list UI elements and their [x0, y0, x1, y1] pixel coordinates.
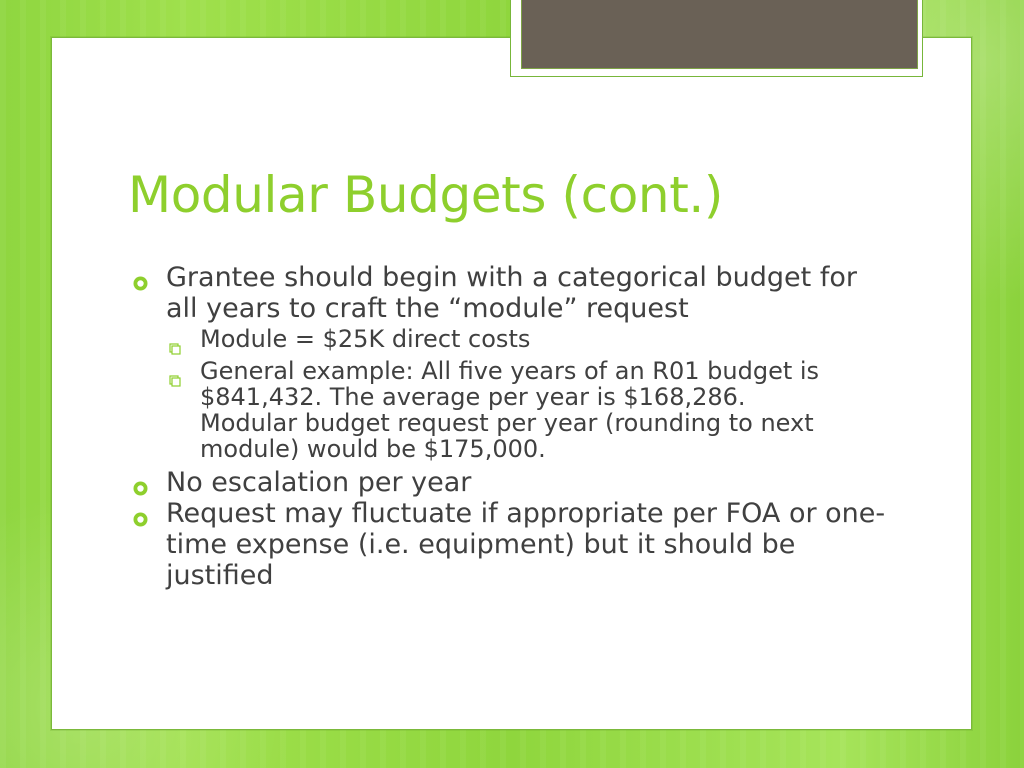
- bullet-text-1: Grantee should begin with a categorical budget for all years to craft the “module” request: [166, 262, 857, 324]
- top-tab-dark-block: [521, 0, 918, 69]
- sub-bullet-item-2: [166, 358, 850, 462]
- sub-bullet-item-1: [166, 325, 850, 353]
- bullet-text-2: No escalation per year: [166, 467, 472, 498]
- slide-title: Modular Budgets (cont.): [128, 166, 723, 224]
- square-bullet-icon: [169, 366, 181, 378]
- bullet-item-1: [132, 262, 892, 324]
- slide-content: [132, 262, 892, 591]
- circle-bullet-icon: [132, 268, 149, 285]
- sub-bullet-list: [166, 325, 892, 462]
- circle-bullet-icon: [132, 504, 149, 521]
- bullet-item-2: [132, 467, 892, 498]
- sub-bullet-text-2: General example: All five years of an R01 budget is $841,432. The average per year is $168,286. Modular budget request per year (rounding to next module) would be $175,000.: [200, 357, 820, 463]
- bullet-item-3: [132, 498, 892, 591]
- circle-bullet-icon: [132, 473, 149, 490]
- square-bullet-icon: [169, 333, 181, 345]
- sub-bullet-text-1: Module = $25K direct costs: [200, 325, 531, 353]
- bullet-text-3: Request may fluctuate if appropriate per FOA or one-time expense (i.e. equipment) but it should be justified: [166, 498, 886, 591]
